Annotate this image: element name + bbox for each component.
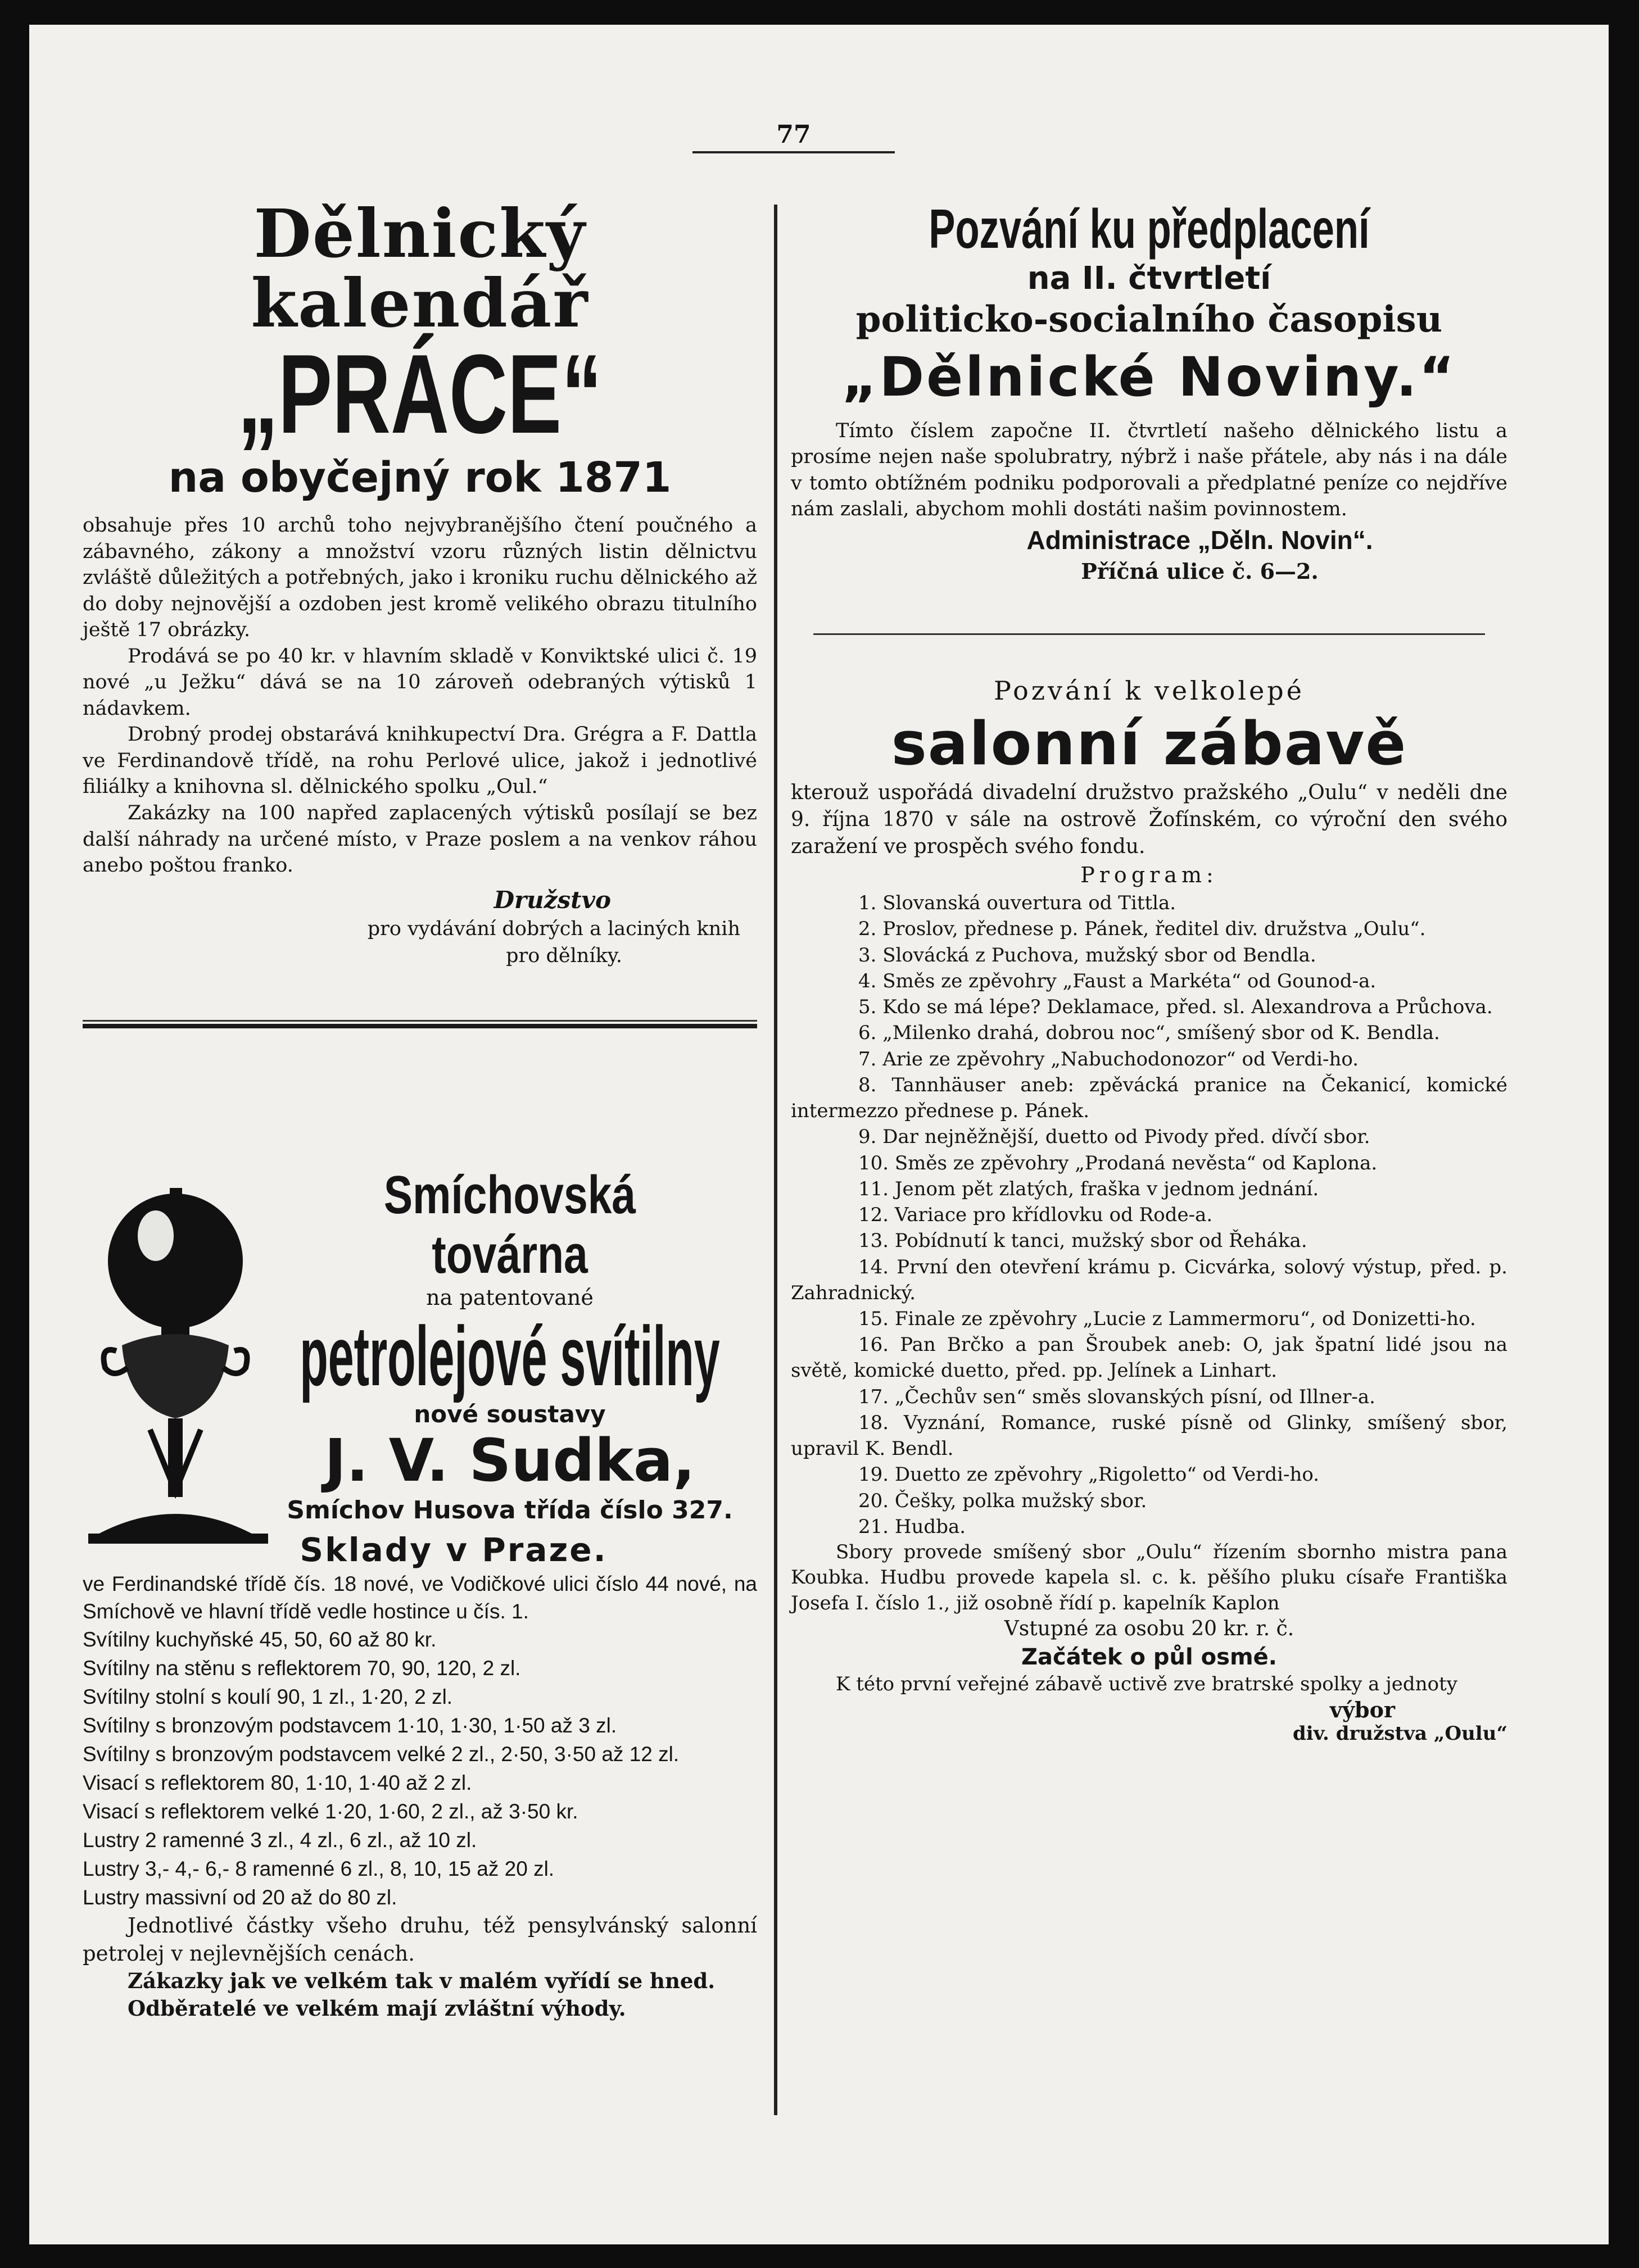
program-item: 17. „Čechův sen“ směs slovanských písní, od Illner-a. <box>858 1385 1375 1408</box>
newspaper-page <box>29 25 1609 2244</box>
stores-text: ve Ferdinandské třídě čís. 18 nové, ve Vodičkové ulici číslo 44 nové, na Smíchově ve hlavní třídě vedle hostince u čís. 1. <box>83 1572 757 1623</box>
left-separator <box>83 1020 757 1028</box>
program-list <box>791 890 1507 1540</box>
program-heading: Program: <box>1080 863 1218 888</box>
right-separator <box>813 633 1485 635</box>
price-item: Svítilny na stěnu s reflektorem 70, 90, 120, 2 zl. <box>83 1657 521 1680</box>
program-item: 9. Dar nejněžnější, duetto od Pivody před. dívčí sbor. <box>858 1126 1370 1149</box>
petroleum-lamp-icon <box>83 1177 268 1553</box>
factory-para-b: Zákazky jak ve velkém tak v malém vyřídí se hned. <box>128 1968 716 1993</box>
factory-body <box>83 1531 757 2022</box>
factory-line-4: nové soustavy <box>414 1400 606 1428</box>
price-item: Lustry 2 ramenné 3 zl., 4 zl., 6 zl., až 10 zl. <box>83 1829 477 1852</box>
program-item: 10. Směs ze zpěvohry „Prodaná nevěsta“ od Kaplona. <box>858 1151 1378 1174</box>
subscription-title: Pozvání ku předplacení <box>929 198 1370 260</box>
program-item: 11. Jenom pět zlatých, fraška v jednom jednání. <box>858 1177 1319 1200</box>
program-item: 21. Hudba. <box>858 1515 966 1538</box>
program-item: 13. Pobídnutí k tanci, mužský sbor od Řeháka. <box>858 1230 1307 1253</box>
price-item: Visací s reflektorem 80, 1·10, 1·40 až 2 zl. <box>83 1771 472 1795</box>
party-choirs: Sbory provede smíšený sbor „Oulu“ řízením sbornho mistra pana Koubka. Hudbu provede kapela sl. c. k. pěšího pluku císaře Františka Josefa I. číslo 1., již osobně řídí p. kapelník Kaplon <box>791 1541 1507 1614</box>
factory-para-c: Odběratelé ve velkém mají zvláštní výhody. <box>128 1996 626 2021</box>
price-item: Lustry massivní od 20 až do 80 zl. <box>83 1886 397 1909</box>
party-committee: výbor <box>1329 1697 1395 1722</box>
program-item: 6. „Milenko drahá, dobrou noc“, smíšený sbor od K. Bendla. <box>858 1022 1440 1045</box>
program-item: 14. První den otevření krámu p. Cicvárka, solový výstup, před. p. Zahradnický. <box>791 1255 1507 1304</box>
price-item: Svítilny s bronzovým podstavcem 1·10, 1·30, 1·50 až 3 zl. <box>83 1714 617 1738</box>
admin-name: Administrace „Děln. Novin“. <box>1026 525 1373 555</box>
program-item: 1. Slovanská ouvertura od Tittla. <box>858 892 1176 915</box>
calendar-ad <box>83 194 757 505</box>
subscription-ad <box>791 199 1507 412</box>
left-column <box>83 194 757 2021</box>
calendar-para-3: Drobný prodej obstarává knihkupectví Dra. Grégra a F. Dattla ve Ferdinandově třídě, na rohu Perlové ulice, jakož i jednotlivé filiálky a knihovna sl. dělnického spolku „Oul.“ <box>83 723 757 799</box>
stores-heading: Sklady v Praze. <box>300 1531 608 1569</box>
column-divider <box>774 205 777 2115</box>
calendar-signature <box>83 884 757 969</box>
price-item: Lustry 3,- 4,- 6,- 8 ramenné 6 zl., 8, 10, 15 až 20 zl. <box>83 1857 555 1881</box>
party-committee-2: div. družstva „Oulu“ <box>1293 1722 1507 1745</box>
price-item: Svítilny s bronzovým podstavcem velké 2 zl., 2·50, 3·50 až 12 zl. <box>83 1743 680 1766</box>
subscription-line-2: na II. čtvrtletí <box>1027 260 1271 297</box>
factory-maker: J. V. Sudka, <box>324 1426 695 1495</box>
calendar-name: „PRÁCE“ <box>237 331 603 457</box>
program-item: 12. Variace pro křídlovku od Rode-a. <box>858 1204 1213 1227</box>
party-header <box>791 674 1507 779</box>
program-item: 19. Duetto ze zpěvohry „Rigoletto“ od Verdi-ho. <box>858 1463 1320 1486</box>
program-item: 3. Slovácká z Puchova, mužský sbor od Bendla. <box>858 944 1316 967</box>
price-list <box>83 1625 757 1912</box>
right-column <box>791 199 1507 1745</box>
subscription-line-3: politicko-socialního časopisu <box>855 298 1443 341</box>
calendar-para-1: obsahuje přes 10 archů toho nejvybranějšího čtení poučného a zábavného, zákony a množství vzoru různých listin dělnictvu zvláště důležitých a potřebných, jako i kroniku ruchu dělnického až do doby nejnovější a ozdoben jest kromě velikého obrazu titulního ještě 17 obrázky. <box>83 514 757 642</box>
factory-title: Smíchovská továrna <box>383 1165 636 1285</box>
factory-header <box>262 1165 757 1527</box>
factory-para-a: Jednotlivé částky všeho druhu, též pensylvánský salonní petrolej v nejlevnějších cenách. <box>83 1913 757 1966</box>
program-item: 16. Pan Brčko a pan Šroubek aneb: O, jak špatní lidé jsou na světě, komické duetto, před. pp. Jelínek a Linhart. <box>791 1333 1507 1382</box>
signature-line-1: Družstvo <box>493 886 611 914</box>
party-line-1: Pozvání k velkolepé <box>994 675 1305 706</box>
party-entry: Vstupné za osobu 20 kr. r. č. <box>1004 1617 1294 1640</box>
subscription-name: „Dělnické Noviny.“ <box>841 345 1457 409</box>
program-item: 2. Proslov, přednese p. Pánek, ředitel div. družstva „Oulu“. <box>858 918 1426 941</box>
party-start: Začátek o půl osmé. <box>1021 1644 1277 1670</box>
factory-address: Smíchov Husova třída číslo 327. <box>287 1495 733 1525</box>
program-item: 4. Směs ze zpěvohry „Faust a Markéta“ od Gounod-a. <box>858 969 1377 992</box>
program-item: 20. Češky, polka mužský sbor. <box>858 1489 1147 1512</box>
calendar-para-4: Zakázky na 100 napřed zaplacených výtisků posílají se bez další náhrady na určené místo, v Praze poslem a na venkov ráhou anebo poštou franko. <box>83 801 757 877</box>
program-item: 15. Finale ze zpěvohry „Lucie z Lammermoru“, od Donizetti-ho. <box>858 1308 1476 1330</box>
calendar-subtitle: na obyčejný rok 1871 <box>168 453 672 502</box>
price-item: Svítilny stolní s koulí 90, 1 zl., 1·20, 2 zl. <box>83 1685 453 1709</box>
calendar-title: Dělnický kalendář <box>251 194 589 342</box>
program-item: 7. Arie ze zpěvohry „Nabuchodonozor“ od Verdi-ho. <box>858 1047 1359 1071</box>
party-intro: kterouž uspořádá divadelní družstvo pražského „Oulu“ v neděli dne 9. října 1870 v sále na ostrově Žofínském, co výroční den svého zaražení ve prospěch svého fondu. <box>791 781 1507 859</box>
party-invite: K této první veřejné zábavě uctivě zve bratrské spolky a jednoty <box>836 1672 1457 1695</box>
signature-line-3: pro dělníky. <box>506 944 622 967</box>
party-title: salonní zábavě <box>891 709 1407 779</box>
price-item: Visací s reflektorem velké 1·20, 1·60, 2 zl., až 3·50 kr. <box>83 1800 578 1824</box>
program-item: 5. Kdo se má lépe? Deklamace, před. sl. Alexandrova a Průchova. <box>858 996 1493 1019</box>
factory-product: petrolejové svítilny <box>300 1308 720 1403</box>
subscription-signature <box>791 523 1507 585</box>
factory-line-2: na patentované <box>426 1285 594 1310</box>
program-item: 18. Vyznání, Romance, ruské písně od Glinky, smíšený sbor, upravil K. Bendl. <box>791 1411 1507 1460</box>
program-item: 8. Tannhäuser aneb: zpěvácká pranice na Čekanicí, komické intermezzo přednese p. Pánek. <box>791 1073 1507 1123</box>
subscription-text: Tímto číslem započne II. čtvrtletí našeho dělnického listu a prosíme nejen naše spolubratry, nýbrž i naše přátele, aby nás i na dále v tomto obtížném podniku podporovali a předplatné peníze co nejdříve nám zaslali, abychom mohli dostáti našim povinnostem. <box>791 419 1507 521</box>
admin-address: Příčná ulice č. 6—2. <box>1081 559 1319 584</box>
signature-line-2: pro vydávání dobrých a laciných knih <box>367 918 740 941</box>
calendar-para-2: Prodává se po 40 kr. v hlavním skladě v Konviktské ulici č. 19 nové „u Ježku“ dává se na 10 zároveň odebraných výtisků 1 nádavkem. <box>83 645 757 720</box>
price-item: Svítilny kuchyňské 45, 50, 60 až 80 kr. <box>83 1628 437 1651</box>
page-number: 77 <box>692 120 895 153</box>
